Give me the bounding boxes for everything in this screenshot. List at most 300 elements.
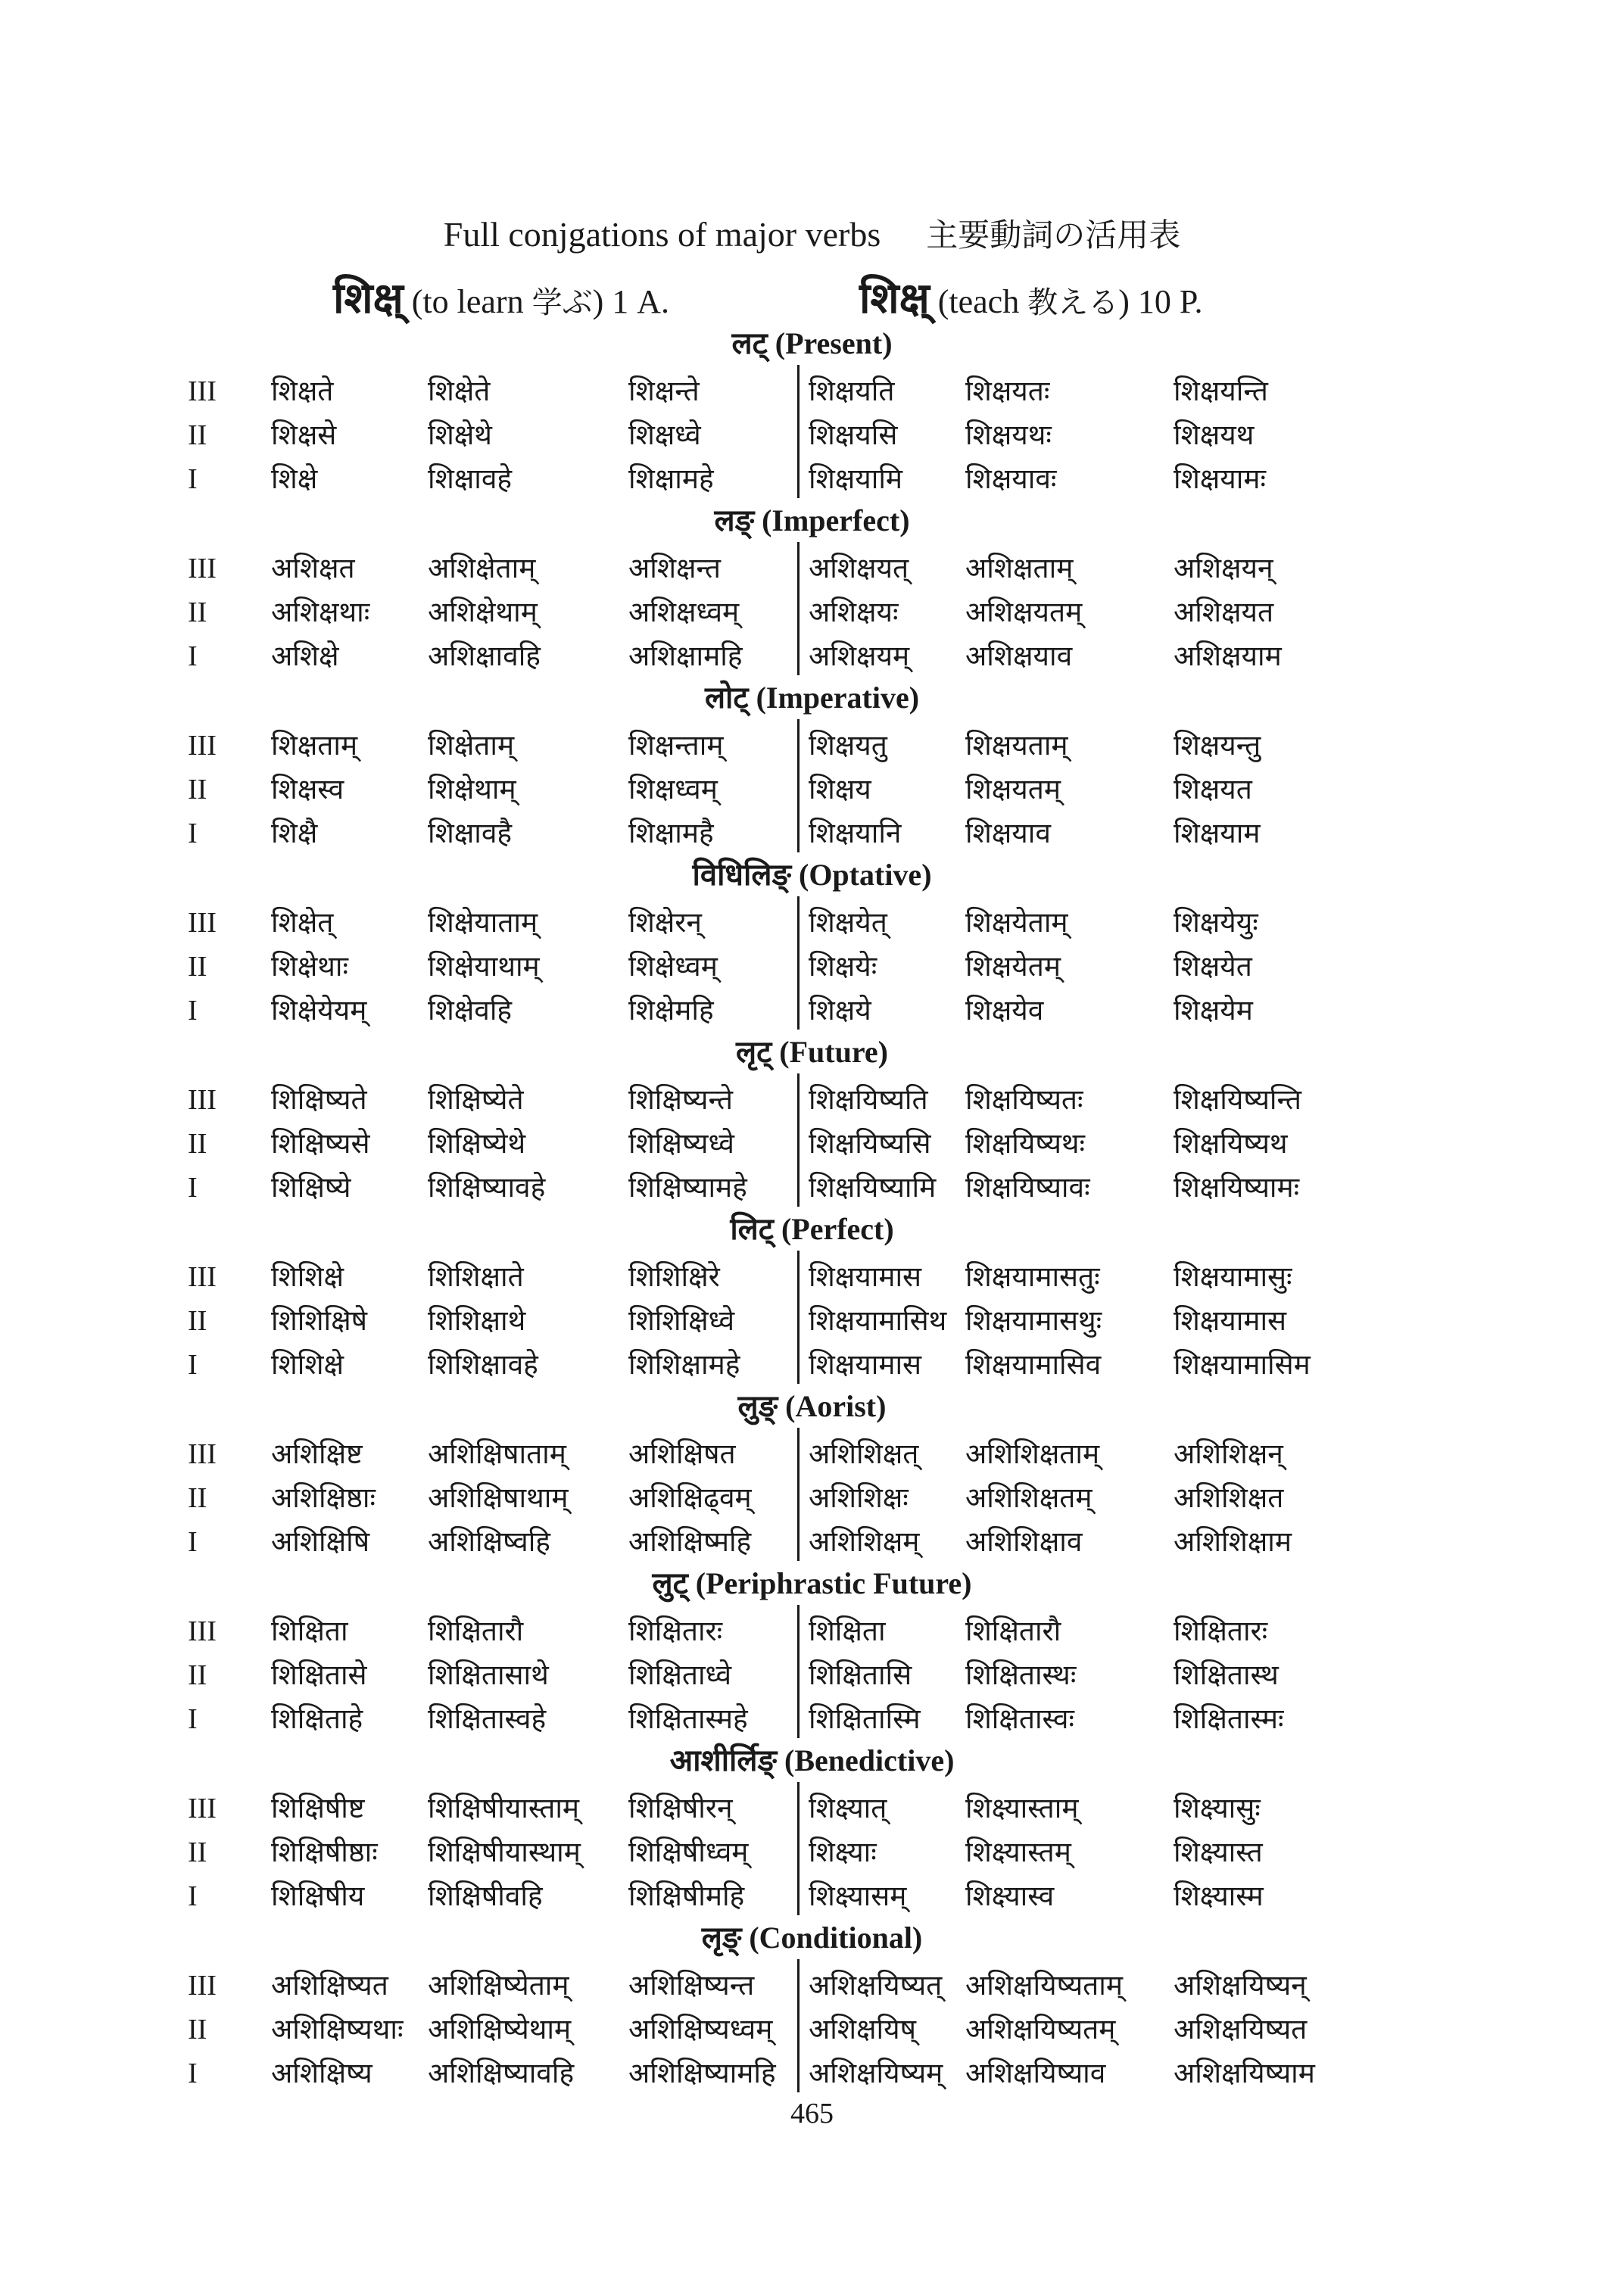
person-label: I <box>188 1172 198 1204</box>
tense-name: लृङ् <box>701 1921 742 1955</box>
verb-form: शिक्षयेताम् <box>965 906 1068 939</box>
verb-form: शिक्षिष्यन्ते <box>628 1083 733 1116</box>
conjugation-row <box>0 1964 1624 2008</box>
verb-form: शिक्षेयेयम् <box>271 994 367 1027</box>
verb-form: अशिक्षिष्ट <box>271 1438 363 1470</box>
verb-form: शिक्षेथे <box>428 419 492 451</box>
verb-form: शिक्षिष्यसे <box>271 1127 370 1160</box>
verb-form: शिक्षितारौ <box>428 1615 524 1647</box>
verb-form: अशिक्षयाम <box>1174 640 1282 672</box>
person-label: III <box>188 1793 217 1824</box>
tense-heading <box>0 1567 1624 1600</box>
verb-form: शिक्षयिष्यावः <box>965 1171 1090 1204</box>
person-label: II <box>188 1659 207 1691</box>
verb-form: शिक्षिष्यामहे <box>628 1171 747 1204</box>
verb-form: अशिक्षिष्यन्त <box>628 1969 755 2002</box>
conjugation-row <box>0 724 1624 768</box>
verb-form: शिक्षयेव <box>965 994 1044 1027</box>
verb-form: शिक्षेवहि <box>428 994 513 1027</box>
tense-name: लङ् <box>714 503 755 538</box>
verb-form: अशिक्षिष्यावहि <box>428 2057 575 2089</box>
verb-form: शिक्ष्यास्ताम् <box>965 1792 1079 1824</box>
person-label: I <box>188 463 198 495</box>
verb-form: शिक्षितास्वहे <box>428 1703 547 1735</box>
verb-form: अशिक्षयः <box>809 596 899 628</box>
verb-form: शिक्षयेयुः <box>1174 906 1258 939</box>
person-label: II <box>188 419 207 451</box>
verb-form: शिक्षेमहि <box>628 994 714 1027</box>
verb-form: अशिक्षयम् <box>809 640 910 672</box>
verb-form: शिशिक्षे <box>271 1260 344 1293</box>
verb-form: शिक्षेत् <box>271 906 334 939</box>
verb-form: अशिक्षयिष्यत् <box>809 1969 943 2002</box>
verb-form: शिक्षध्वे <box>628 419 701 451</box>
conjugation-row <box>0 1255 1624 1299</box>
verb-form: शिक्षन्ते <box>628 375 700 407</box>
person-label: III <box>188 375 217 407</box>
verb-form: अशिक्षयिष्याव <box>965 2057 1106 2089</box>
person-label: I <box>188 818 198 849</box>
verb-form: शिक्षयाव <box>965 817 1051 849</box>
conjugation-row <box>0 901 1624 945</box>
person-label: II <box>188 597 207 628</box>
person-label: I <box>188 2058 198 2089</box>
verb-form: शिक्षयन्ति <box>1174 375 1268 407</box>
verb-form: अशिशिक्षत् <box>809 1438 919 1470</box>
tense-name: आशीर्लिङ् <box>669 1743 778 1778</box>
tense-label: (Optative) <box>799 858 932 892</box>
tense-name: विधिलिङ् <box>692 858 791 893</box>
column-divider <box>797 1605 800 1738</box>
verb-form: शिक्षये <box>809 994 871 1027</box>
conjugation-table <box>0 326 1624 2097</box>
verb-form: अशिक्षिषाताम् <box>428 1438 566 1470</box>
tense-section <box>0 857 1624 1034</box>
verb-form: अशिक्षत <box>271 552 355 584</box>
verb-form: शिक्षिषीयास्थाम् <box>428 1836 581 1868</box>
person-label: II <box>188 1128 207 1160</box>
verb-form: शिक्षावहै <box>428 817 513 849</box>
tense-name: लुङ् <box>737 1389 778 1424</box>
verb-form: शिक्षयेः <box>809 950 877 983</box>
person-label: I <box>188 1526 198 1558</box>
verb-gloss: (to learn <box>403 283 532 320</box>
title-japanese: 主要動詞の活用表 <box>926 217 1181 254</box>
tense-name: लट् <box>731 326 768 361</box>
verb-form: अशिशिक्षाम <box>1174 1525 1292 1558</box>
verb-form: अशिक्षयत <box>1174 596 1274 628</box>
verb-form: अशिक्षामहि <box>628 640 743 672</box>
verb-class: ) 10 P. <box>1118 283 1203 320</box>
verb-form: शिक्षयिष्यसि <box>809 1127 931 1160</box>
verb-form: शिक्षामहे <box>628 463 714 495</box>
tense-heading <box>0 1921 1624 1955</box>
verb-form: शिक्षयामासथुः <box>965 1304 1102 1337</box>
conjugation-row <box>0 634 1624 678</box>
verb-form: शिक्षयामि <box>809 463 903 495</box>
tense-section <box>0 326 1624 503</box>
verb-form: शिक्षयिष्यथः <box>965 1127 1086 1160</box>
verb-form: शिक्षय <box>809 773 871 805</box>
verb-form: शिक्षिष्येते <box>428 1083 524 1116</box>
column-divider <box>797 1251 800 1384</box>
verb-form: शिक्षिष्यध्वे <box>628 1127 734 1160</box>
verb-form: अशिक्षिषि <box>271 1525 370 1558</box>
verb-form: शिक्षयथः <box>965 419 1052 451</box>
tense-name: लोट् <box>704 681 749 715</box>
conjugation-row <box>0 413 1624 457</box>
verb-form: शिक्षेध्वम् <box>628 950 718 983</box>
verb-form: अशिक्षिषत <box>628 1438 736 1470</box>
tense-heading <box>0 1036 1624 1069</box>
verb-form: अशिक्षयिष्यत <box>1174 2013 1308 2045</box>
title-english: Full conjgations of major verbs <box>443 215 881 254</box>
conjugation-row <box>0 1299 1624 1343</box>
verb-gloss-japanese: 学ぶ <box>531 285 593 320</box>
verb-form: शिक्षयामः <box>1174 463 1266 495</box>
tense-section <box>0 1211 1624 1388</box>
verb-root: शिक्ष् <box>333 274 404 323</box>
verb-form: शिक्षितासाथे <box>428 1659 549 1691</box>
verb-form: शिक्षिष्ये <box>271 1171 351 1204</box>
verb-form: अशिशिक्षतम् <box>965 1481 1093 1514</box>
verb-form: अशिक्षेथाम् <box>428 596 538 628</box>
verb-form: अशिक्षिष्य <box>271 2057 372 2089</box>
verb-form: शिक्षिषीष्ट <box>271 1792 365 1824</box>
verb-form: शिक्षस्व <box>271 773 344 805</box>
verb-form: अशिक्षयिष्यतम् <box>965 2013 1116 2045</box>
verb-form: शिक्षयिष्यामि <box>809 1171 937 1204</box>
tense-heading <box>0 1390 1624 1423</box>
verb-form: शिक्षेथाः <box>271 950 348 983</box>
verb-form: शिक्षिषीय <box>271 1880 365 1912</box>
person-label: II <box>188 1305 207 1337</box>
tense-name: लृट् <box>736 1035 772 1070</box>
conjugation-row <box>0 590 1624 634</box>
verb-form: शिक्षयाम <box>1174 817 1261 849</box>
page-title <box>0 212 1624 258</box>
verb-form: अशिक्षताम् <box>965 552 1074 584</box>
person-label: III <box>188 1615 217 1647</box>
conjugation-row <box>0 1609 1624 1653</box>
verb-form: शिक्षेयाताम् <box>428 906 538 939</box>
verb-form: शिशिक्षामहे <box>628 1348 740 1381</box>
verb-form: शिक्षिष्यते <box>271 1083 367 1116</box>
verb-form: अशिशिक्षन् <box>1174 1438 1283 1470</box>
verb-form: शिक्षितास्थः <box>965 1659 1077 1691</box>
verb-form: शिक्षितारः <box>1174 1615 1268 1647</box>
conjugation-row <box>0 1078 1624 1122</box>
verb-form: शिक्षयामासिव <box>965 1348 1102 1381</box>
verb-form: अशिक्षन्त <box>628 552 722 584</box>
verb-form: शिक्षेयाथाम् <box>428 950 540 983</box>
verb-form: शिक्ष्यासम् <box>809 1880 907 1912</box>
person-label: I <box>188 640 198 672</box>
verb-form: शिक्षयन्तु <box>1174 729 1261 762</box>
person-label: III <box>188 1084 217 1116</box>
verb-form: शिक्षयिष्यन्ति <box>1174 1083 1301 1116</box>
tense-label: (Future) <box>779 1035 888 1069</box>
verb-form: अशिक्षिषाथाम् <box>428 1481 569 1514</box>
conjugation-row <box>0 1653 1624 1697</box>
conjugation-row <box>0 1476 1624 1520</box>
verb-form: शिक्षयिष्यथ <box>1174 1127 1288 1160</box>
verb-form: शिक्षै <box>271 817 318 849</box>
verb-form: अशिक्षयत् <box>809 552 909 584</box>
person-label: II <box>188 774 207 805</box>
column-divider <box>797 1428 800 1561</box>
verb-form: शिक्षयिष्यामः <box>1174 1171 1300 1204</box>
verb-form: अशिक्षिष्वहि <box>428 1525 550 1558</box>
verb-form: अशिक्षिष्येताम् <box>428 1969 569 2002</box>
verb-form: शिक्षयामास <box>809 1348 922 1381</box>
verb-form: शिक्षितास्मि <box>809 1703 921 1735</box>
column-divider <box>797 365 800 498</box>
verb-form: शिक्षयावः <box>965 463 1057 495</box>
verb-form: अशिक्षिष्यध्वम् <box>628 2013 773 2045</box>
verb-form: शिक्षिताध्वे <box>628 1659 732 1691</box>
verb-form: अशिक्षिष्येथाम् <box>428 2013 572 2045</box>
verb-form: शिक्षयति <box>809 375 895 407</box>
verb-form: अशिक्षिष्महि <box>628 1525 752 1558</box>
verb-form: शिक्ष्यासुः <box>1174 1792 1261 1824</box>
verb-form: शिक्षयसि <box>809 419 898 451</box>
tense-label: (Imperative) <box>756 681 920 715</box>
verb-form: शिशिक्षाथे <box>428 1304 526 1337</box>
verb-form: शिक्षताम् <box>271 729 358 762</box>
verb-form: शिशिक्षिरे <box>628 1260 720 1293</box>
verb-form: अशिक्षध्वम् <box>628 596 740 628</box>
conjugation-row <box>0 945 1624 989</box>
verb-form: शिक्षयामास <box>1174 1304 1287 1337</box>
tense-heading <box>0 1213 1624 1246</box>
person-label: I <box>188 1703 198 1735</box>
conjugation-row <box>0 989 1624 1033</box>
verb-form: शिक्षयेम <box>1174 994 1253 1027</box>
verb-form: अशिक्षावहि <box>428 640 541 672</box>
person-label: I <box>188 1880 198 1912</box>
verb-form: शिशिक्षे <box>271 1348 344 1381</box>
verb-form: शिक्षेथाम् <box>428 773 516 805</box>
conjugation-row <box>0 1520 1624 1564</box>
verb-form: अशिशिक्षम् <box>809 1525 920 1558</box>
verb-gloss-japanese: 教える <box>1027 285 1119 320</box>
conjugation-row <box>0 1343 1624 1387</box>
person-label: II <box>188 1482 207 1514</box>
verb-form: शिक्षयानि <box>809 817 902 849</box>
verb-form: अशिक्षिष्यामहि <box>628 2057 776 2089</box>
verb-form: अशिक्षयिष्याम <box>1174 2057 1315 2089</box>
column-divider <box>797 1959 800 2092</box>
verb-form: शिक्षयतः <box>965 375 1050 407</box>
tense-heading <box>0 858 1624 892</box>
verb-form: अशिक्षे <box>271 640 339 672</box>
verb-form: अशिक्षिष्ठाः <box>271 1481 376 1514</box>
tense-label: (Periphrastic Future) <box>695 1566 972 1600</box>
verb-form: अशिक्षिढ्वम् <box>628 1481 752 1514</box>
verb-form: शिक्षिष्यावहे <box>428 1171 546 1204</box>
person-label: III <box>188 1438 217 1470</box>
verb-form: अशिशिक्षाव <box>965 1525 1083 1558</box>
conjugation-row <box>0 2052 1624 2095</box>
verb-heading-teach <box>859 276 1202 326</box>
person-label: I <box>188 1349 198 1381</box>
verb-form: शिक्षे <box>271 463 318 495</box>
conjugation-row <box>0 768 1624 812</box>
verb-form: अशिक्षयतम् <box>965 596 1083 628</box>
tense-label: (Aorist) <box>785 1389 887 1423</box>
verb-form: शिक्षितास्वः <box>965 1703 1074 1735</box>
conjugation-row <box>0 1122 1624 1166</box>
verb-heading-learn <box>333 276 669 326</box>
verb-form: अशिक्षिष्यत <box>271 1969 388 2002</box>
conjugation-row <box>0 812 1624 855</box>
verb-form: शिशिक्षाते <box>428 1260 524 1293</box>
person-label: II <box>188 1837 207 1868</box>
verb-form: अशिक्षयिष्यम् <box>809 2057 943 2089</box>
verb-form: अशिशिक्षताम् <box>965 1438 1100 1470</box>
conjugation-row <box>0 547 1624 590</box>
tense-label: (Perfect) <box>781 1212 894 1246</box>
verb-form: अशिक्षयाव <box>965 640 1073 672</box>
conjugation-row <box>0 1830 1624 1874</box>
tense-label: (Imperfect) <box>762 503 910 537</box>
verb-form: शिक्षयिष्यति <box>809 1083 928 1116</box>
verb-form: अशिक्षयिष् <box>809 2013 916 2045</box>
tense-section <box>0 503 1624 680</box>
verb-form: शिक्षयेत् <box>809 906 887 939</box>
conjugation-row <box>0 2008 1624 2052</box>
tense-heading <box>0 504 1624 537</box>
tense-heading <box>0 681 1624 715</box>
verb-form: शिशिक्षिध्वे <box>628 1304 735 1337</box>
tense-label: (Conditional) <box>749 1921 923 1955</box>
verb-form: शिक्षयामासिथ <box>809 1304 947 1337</box>
tense-label: (Benedictive) <box>784 1743 955 1777</box>
tense-section <box>0 1566 1624 1743</box>
verb-form: शिक्षिषीयास्ताम् <box>428 1792 580 1824</box>
person-label: III <box>188 907 217 939</box>
verb-form: अशिशिक्षः <box>809 1481 909 1514</box>
tense-section <box>0 1920 1624 2097</box>
verb-form: शिक्षयामासिम <box>1174 1348 1311 1381</box>
verb-form: शिक्षयामासतुः <box>965 1260 1100 1293</box>
page-number: 465 <box>790 2098 834 2129</box>
verb-form: अशिशिक्षत <box>1174 1481 1284 1514</box>
tense-name: लुट् <box>652 1566 688 1601</box>
verb-form: शिक्षयतु <box>809 729 887 762</box>
verb-form: शिक्ष्याः <box>809 1836 877 1868</box>
verb-form: शिक्ष्यास्त <box>1174 1836 1263 1868</box>
verb-form: शिक्षयत <box>1174 773 1252 805</box>
person-label: III <box>188 1970 217 2002</box>
verb-form: अशिक्षिष्यथाः <box>271 2013 404 2045</box>
verb-form: शिक्षेरन् <box>628 906 702 939</box>
verb-form: शिक्षिषीरन् <box>628 1792 733 1824</box>
verb-class: ) 1 A. <box>592 283 669 320</box>
column-divider <box>797 896 800 1030</box>
column-divider <box>797 542 800 675</box>
verb-form: शिक्षन्ताम् <box>628 729 724 762</box>
person-label: II <box>188 2014 207 2045</box>
verb-form: शिक्षते <box>271 375 334 407</box>
verb-form: शिक्षयामास <box>809 1260 922 1293</box>
verb-form: शिक्षयिष्यतः <box>965 1083 1083 1116</box>
conjugation-row <box>0 1697 1624 1741</box>
person-label: III <box>188 730 217 762</box>
verb-form: शिक्षितास्मः <box>1174 1703 1284 1735</box>
verb-form: शिक्ष्यास्तम् <box>965 1836 1071 1868</box>
verb-form: शिक्षेताम् <box>428 729 515 762</box>
verb-form: शिक्षिषीवहि <box>428 1880 543 1912</box>
verb-form: शिक्षिषीध्वम् <box>628 1836 749 1868</box>
verb-form: शिक्षामहै <box>628 817 714 849</box>
verb-form: शिक्ष्यास्म <box>1174 1880 1264 1912</box>
verb-gloss: (teach <box>929 283 1028 320</box>
conjugation-row <box>0 1787 1624 1830</box>
verb-form: शिक्षितासे <box>271 1659 367 1691</box>
verb-form: शिक्षावहे <box>428 463 513 495</box>
verb-form: शिक्षयथ <box>1174 419 1255 451</box>
tense-name: लिट् <box>730 1212 774 1247</box>
verb-form: शिक्षिषीष्ठाः <box>271 1836 378 1868</box>
verb-form: शिक्षितास्महे <box>628 1703 748 1735</box>
verb-form: शिक्षिताहे <box>271 1703 363 1735</box>
verb-form: शिक्षयतम् <box>965 773 1061 805</box>
verb-form: अशिक्षयिष्यन् <box>1174 1969 1307 2002</box>
tense-heading <box>0 1744 1624 1777</box>
verb-form: शिक्षितारः <box>628 1615 723 1647</box>
person-label: III <box>188 1261 217 1293</box>
verb-form: शिक्षयताम् <box>965 729 1068 762</box>
column-divider <box>797 1073 800 1207</box>
verb-form: शिक्षिषीमहि <box>628 1880 745 1912</box>
conjugation-row <box>0 369 1624 413</box>
verb-form: शिक्षिता <box>271 1615 348 1647</box>
verb-form: शिक्षिता <box>809 1615 886 1647</box>
column-divider <box>797 1782 800 1915</box>
verb-form: शिक्षयेत <box>1174 950 1252 983</box>
tense-label: (Present) <box>775 326 893 360</box>
tense-heading <box>0 327 1624 360</box>
verb-form: शिक्षध्वम् <box>628 773 718 805</box>
conjugation-row <box>0 1166 1624 1210</box>
person-label: I <box>188 995 198 1027</box>
tense-section <box>0 1034 1624 1211</box>
person-label: III <box>188 553 217 584</box>
verb-form: अशिक्षथाः <box>271 596 370 628</box>
verb-form: शिक्षितास्थ <box>1174 1659 1279 1691</box>
tense-section <box>0 680 1624 857</box>
verb-form: शिशिक्षावहे <box>428 1348 538 1381</box>
verb-form: अशिक्षयिष्यताम् <box>965 1969 1123 2002</box>
tense-section <box>0 1743 1624 1920</box>
verb-form: शिक्षेते <box>428 375 491 407</box>
verb-form: शिक्ष्यास्व <box>965 1880 1055 1912</box>
conjugation-row <box>0 1432 1624 1476</box>
verb-form: अशिक्षयन् <box>1174 552 1273 584</box>
column-divider <box>797 719 800 852</box>
verb-form: शिक्षितासि <box>809 1659 912 1691</box>
verb-form: शिक्षयेतम् <box>965 950 1061 983</box>
tense-section <box>0 1388 1624 1566</box>
verb-form: शिक्षयामासुः <box>1174 1260 1292 1293</box>
verb-form: शिक्षसे <box>271 419 337 451</box>
verb-form: शिक्षितारौ <box>965 1615 1061 1647</box>
conjugation-row <box>0 457 1624 501</box>
verb-form: शिक्ष्यात् <box>809 1792 887 1824</box>
person-label: II <box>188 951 207 983</box>
